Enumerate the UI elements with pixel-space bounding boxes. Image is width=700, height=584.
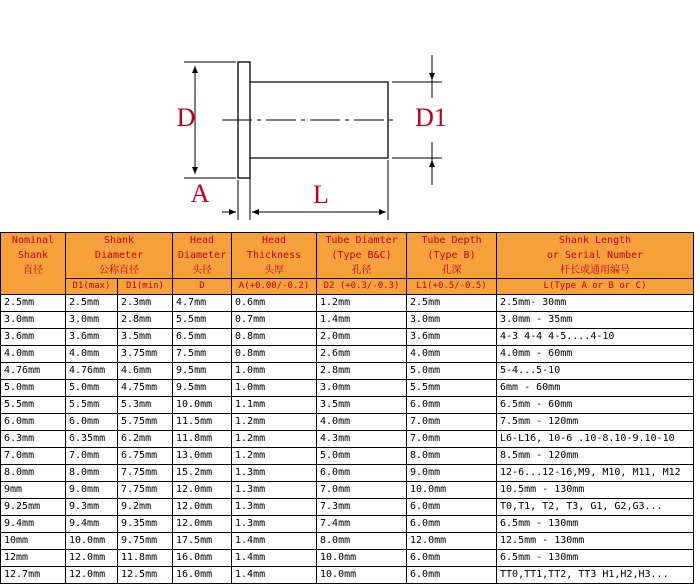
cell-head-diameter: 6.5mm	[173, 329, 232, 346]
cell-head-thickness: 1.1mm	[232, 397, 317, 414]
cell-d1-min: 3.5mm	[118, 329, 173, 346]
cell-head-diameter: 15.2mm	[173, 465, 232, 482]
header-tube-diameter: Tube Diamter (Type B&C) 孔径	[317, 233, 407, 279]
cell-nominal: 4.76mm	[1, 363, 66, 380]
cell-d1-max: 4.0mm	[66, 346, 118, 363]
cell-d1-min: 9.35mm	[118, 516, 173, 533]
cell-d1-max: 12.0mm	[66, 550, 118, 567]
table-row	[1, 397, 694, 414]
cell-head-diameter: 12.0mm	[173, 482, 232, 499]
header-shank-length: Shank Length or Serial Number 杆长或通用编号	[497, 233, 694, 279]
cell-head-thickness: 1.0mm	[232, 380, 317, 397]
cell-head-diameter: 12.0mm	[173, 516, 232, 533]
cell-nominal: 12.7mm	[1, 567, 66, 584]
cell-tube-diameter: 2.8mm	[317, 363, 407, 380]
cell-d1-max: 9.3mm	[66, 499, 118, 516]
header-sub-a: A(+0.00/-0.2)	[232, 279, 317, 295]
header-head-thickness: Head Thickness 头厚	[232, 233, 317, 279]
cell-nominal: 3.0mm	[1, 312, 66, 329]
cell-tube-depth: 6.0mm	[407, 499, 497, 516]
label-head-diameter: D	[176, 103, 196, 132]
cell-tube-depth: 4.0mm	[407, 346, 497, 363]
cell-shank-length: 3.0mm - 35mm	[497, 312, 694, 329]
cell-d1-min: 5.75mm	[118, 414, 173, 431]
cell-shank-length: 5-4...5-10	[497, 363, 694, 380]
header-shank-diameter: Shank Diameter 公称直径	[66, 233, 173, 279]
cell-d1-min: 9.2mm	[118, 499, 173, 516]
table-row	[1, 414, 694, 431]
table-row	[1, 567, 694, 584]
cell-shank-length: 12.5mm - 130mm	[497, 533, 694, 550]
cell-head-diameter: 9.5mm	[173, 363, 232, 380]
cell-nominal: 8.0mm	[1, 465, 66, 482]
cell-shank-length: 7.5mm - 120mm	[497, 414, 694, 431]
cell-head-diameter: 7.5mm	[173, 346, 232, 363]
cell-shank-length: 4-3 4-4 4-5....4-10	[497, 329, 694, 346]
cell-tube-diameter: 8.0mm	[317, 533, 407, 550]
label-shank-diameter: D1	[415, 103, 447, 132]
cell-d1-min: 12.5mm	[118, 567, 173, 584]
cell-d1-min: 7.75mm	[118, 465, 173, 482]
cell-head-thickness: 1.2mm	[232, 431, 317, 448]
cell-d1-min: 4.6mm	[118, 363, 173, 380]
header-sub-d1-min: D1(min)	[118, 279, 173, 295]
table-row	[1, 533, 694, 550]
cell-head-thickness: 1.4mm	[232, 567, 317, 584]
cell-head-thickness: 0.8mm	[232, 329, 317, 346]
header-sub-d2: D2 (+0.3/-0.3)	[317, 279, 407, 295]
cell-shank-length: 2.5mm- 30mm	[497, 295, 694, 312]
cell-d1-max: 3.0mm	[66, 312, 118, 329]
cell-tube-diameter: 7.3mm	[317, 499, 407, 516]
table-row	[1, 312, 694, 329]
cell-tube-diameter: 4.0mm	[317, 414, 407, 431]
table-row	[1, 295, 694, 312]
cell-d1-min: 6.2mm	[118, 431, 173, 448]
cell-shank-length: 6mm - 60mm	[497, 380, 694, 397]
table-row	[1, 550, 694, 567]
cell-shank-length: 10.5mm - 130mm	[497, 482, 694, 499]
cell-shank-length: L6-L16, 10-6 .10-8.10-9.10-10	[497, 431, 694, 448]
table-body	[1, 295, 694, 584]
cell-nominal: 7.0mm	[1, 448, 66, 465]
cell-head-thickness: 1.3mm	[232, 465, 317, 482]
cell-tube-diameter: 5.0mm	[317, 448, 407, 465]
cell-d1-min: 5.3mm	[118, 397, 173, 414]
cell-head-thickness: 0.7mm	[232, 312, 317, 329]
cell-tube-diameter: 6.0mm	[317, 465, 407, 482]
table-row	[1, 482, 694, 499]
cell-nominal: 10mm	[1, 533, 66, 550]
cell-tube-depth: 10.0mm	[407, 482, 497, 499]
cell-tube-depth: 9.0mm	[407, 465, 497, 482]
cell-d1-min: 4.75mm	[118, 380, 173, 397]
label-length: L	[313, 180, 329, 209]
cell-tube-depth: 6.0mm	[407, 567, 497, 584]
cell-head-thickness: 1.4mm	[232, 533, 317, 550]
rivet-spec-table	[0, 232, 694, 584]
cell-d1-min: 11.8mm	[118, 550, 173, 567]
cell-tube-depth: 12.0mm	[407, 533, 497, 550]
cell-head-diameter: 16.0mm	[173, 567, 232, 584]
cell-d1-min: 6.75mm	[118, 448, 173, 465]
cell-tube-depth: 2.5mm	[407, 295, 497, 312]
cell-nominal: 4.0mm	[1, 346, 66, 363]
cell-head-thickness: 1.4mm	[232, 550, 317, 567]
cell-head-diameter: 16.0mm	[173, 550, 232, 567]
cell-nominal: 12mm	[1, 550, 66, 567]
cell-shank-length: 6.5mm - 60mm	[497, 397, 694, 414]
cell-d1-min: 7.75mm	[118, 482, 173, 499]
cell-d1-min: 2.8mm	[118, 312, 173, 329]
cell-tube-depth: 6.0mm	[407, 550, 497, 567]
cell-head-thickness: 1.0mm	[232, 363, 317, 380]
cell-tube-diameter: 3.5mm	[317, 397, 407, 414]
header-tube-depth: Tube Depth (Type B) 孔深	[407, 233, 497, 279]
cell-d1-max: 4.76mm	[66, 363, 118, 380]
header-sub-d: D	[173, 279, 232, 295]
table-header	[1, 233, 694, 295]
cell-tube-depth: 5.5mm	[407, 380, 497, 397]
cell-tube-diameter: 7.0mm	[317, 482, 407, 499]
cell-head-thickness: 1.3mm	[232, 499, 317, 516]
cell-shank-length: 12-6...12-16,M9, M10, M11, M12	[497, 465, 694, 482]
cell-d1-max: 12.0mm	[66, 567, 118, 584]
cell-nominal: 3.6mm	[1, 329, 66, 346]
table-row	[1, 499, 694, 516]
cell-head-diameter: 12.0mm	[173, 499, 232, 516]
cell-tube-diameter: 2.6mm	[317, 346, 407, 363]
cell-tube-diameter: 4.3mm	[317, 431, 407, 448]
cell-tube-diameter: 7.4mm	[317, 516, 407, 533]
cell-d1-max: 6.35mm	[66, 431, 118, 448]
table-row	[1, 465, 694, 482]
cell-shank-length: T0,T1, T2, T3, G1, G2,G3...	[497, 499, 694, 516]
table-row	[1, 363, 694, 380]
header-nominal-shank: Nominal Shank 直径	[1, 233, 66, 295]
cell-tube-depth: 5.0mm	[407, 363, 497, 380]
cell-head-diameter: 13.0mm	[173, 448, 232, 465]
cell-tube-depth: 6.0mm	[407, 397, 497, 414]
cell-tube-diameter: 10.0mm	[317, 550, 407, 567]
cell-nominal: 9mm	[1, 482, 66, 499]
cell-nominal: 9.25mm	[1, 499, 66, 516]
cell-d1-max: 9.0mm	[66, 482, 118, 499]
cell-head-diameter: 10.0mm	[173, 397, 232, 414]
cell-d1-max: 8.0mm	[66, 465, 118, 482]
cell-head-diameter: 11.5mm	[173, 414, 232, 431]
cell-tube-diameter: 2.0mm	[317, 329, 407, 346]
cell-tube-depth: 7.0mm	[407, 414, 497, 431]
cell-nominal: 9.4mm	[1, 516, 66, 533]
cell-d1-max: 6.0mm	[66, 414, 118, 431]
cell-d1-max: 3.6mm	[66, 329, 118, 346]
cell-tube-diameter: 1.2mm	[317, 295, 407, 312]
cell-shank-length: 6.5mm - 130mm	[497, 550, 694, 567]
cell-d1-max: 10.0mm	[66, 533, 118, 550]
cell-shank-length: 6.5mm - 130mm	[497, 516, 694, 533]
cell-head-thickness: 1.2mm	[232, 448, 317, 465]
cell-head-thickness: 1.3mm	[232, 516, 317, 533]
cell-nominal: 2.5mm	[1, 295, 66, 312]
cell-head-thickness: 0.8mm	[232, 346, 317, 363]
table-row	[1, 329, 694, 346]
rivet-dimension-diagram	[0, 0, 700, 232]
cell-shank-length: TT0,TT1,TT2, TT3 H1,H2,H3...	[497, 567, 694, 584]
cell-shank-length: 8.5mm - 120mm	[497, 448, 694, 465]
cell-d1-max: 5.5mm	[66, 397, 118, 414]
table-row	[1, 516, 694, 533]
table-row	[1, 346, 694, 363]
cell-tube-diameter: 1.4mm	[317, 312, 407, 329]
cell-nominal: 6.0mm	[1, 414, 66, 431]
cell-tube-depth: 3.0mm	[407, 312, 497, 329]
label-head-thickness: A	[190, 179, 210, 208]
cell-head-diameter: 11.8mm	[173, 431, 232, 448]
cell-d1-min: 2.3mm	[118, 295, 173, 312]
cell-d1-max: 7.0mm	[66, 448, 118, 465]
cell-nominal: 5.5mm	[1, 397, 66, 414]
cell-head-thickness: 1.3mm	[232, 482, 317, 499]
cell-head-diameter: 4.7mm	[173, 295, 232, 312]
cell-nominal: 6.3mm	[1, 431, 66, 448]
cell-d1-max: 9.4mm	[66, 516, 118, 533]
cell-head-thickness: 1.2mm	[232, 414, 317, 431]
cell-d1-min: 3.75mm	[118, 346, 173, 363]
cell-tube-depth: 8.0mm	[407, 448, 497, 465]
table-row	[1, 448, 694, 465]
cell-shank-length: 4.0mm - 60mm	[497, 346, 694, 363]
table-row	[1, 431, 694, 448]
cell-head-thickness: 0.6mm	[232, 295, 317, 312]
header-head-diameter: Head Diameter 头径	[173, 233, 232, 279]
header-sub-l: L(Type A or B or C)	[497, 279, 694, 295]
cell-head-diameter: 9.5mm	[173, 380, 232, 397]
cell-tube-diameter: 10.0mm	[317, 567, 407, 584]
cell-d1-max: 5.0mm	[66, 380, 118, 397]
cell-nominal: 5.0mm	[1, 380, 66, 397]
cell-head-diameter: 5.5mm	[173, 312, 232, 329]
cell-tube-depth: 6.0mm	[407, 516, 497, 533]
cell-tube-depth: 3.6mm	[407, 329, 497, 346]
cell-head-diameter: 17.5mm	[173, 533, 232, 550]
cell-d1-max: 2.5mm	[66, 295, 118, 312]
cell-tube-depth: 7.0mm	[407, 431, 497, 448]
cell-tube-diameter: 3.0mm	[317, 380, 407, 397]
table-row	[1, 380, 694, 397]
cell-d1-min: 9.75mm	[118, 533, 173, 550]
header-sub-d1-max: D1(max)	[66, 279, 118, 295]
header-sub-l1: L1(+0.5/-0.5)	[407, 279, 497, 295]
